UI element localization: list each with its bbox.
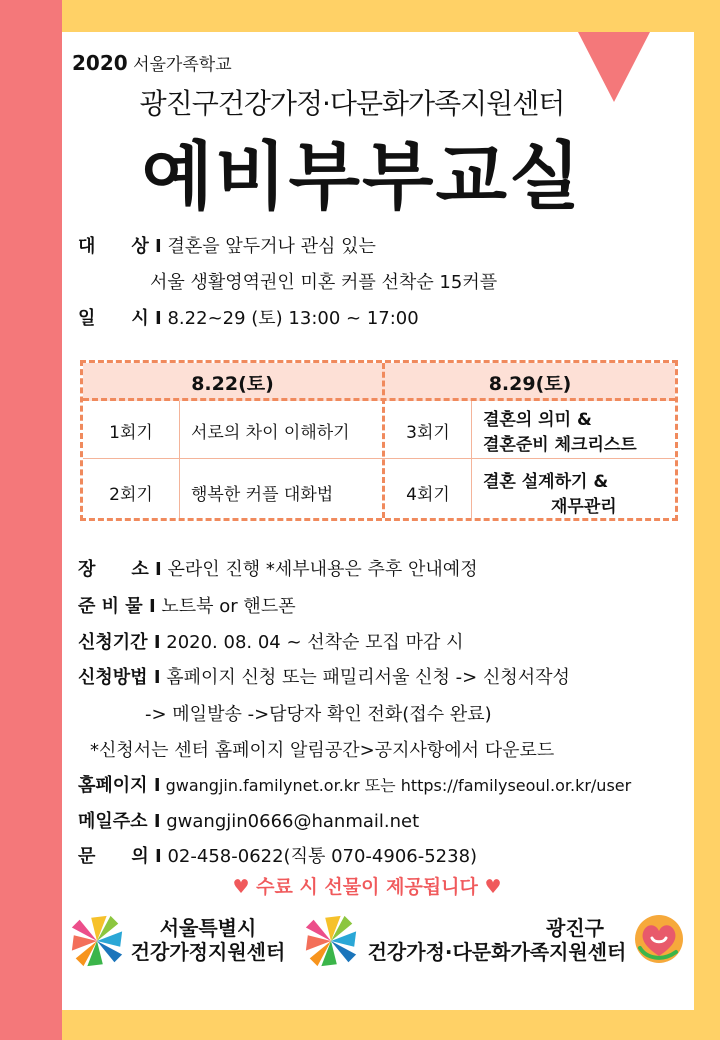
session-number: 3회기 xyxy=(406,423,450,443)
target-label: 대 상 I xyxy=(78,236,162,257)
session-topic: 행복한 커플 대화법 xyxy=(191,485,334,505)
target-row xyxy=(78,232,376,258)
session-col-divider xyxy=(179,401,180,518)
target-line2: 서울 생활영역권인 미혼 커플 선착순 15커플 xyxy=(150,272,498,293)
period-value: 2020. 08. 04 ~ 선착순 모집 마감 시 xyxy=(166,632,464,653)
date-row xyxy=(78,304,419,330)
homepage-row xyxy=(78,771,631,797)
session-number: 4회기 xyxy=(406,485,450,505)
org2-name xyxy=(362,916,632,964)
gift-notice: ♥ 수료 시 선물이 제공됩니다 ♥ xyxy=(232,876,502,898)
method-line1: 홈페이지 신청 또는 패밀리서울 신청 -> 신청서작성 xyxy=(166,667,570,688)
method-row xyxy=(78,663,570,689)
contact-row xyxy=(78,842,477,868)
date-value: 8.22~29 (토) 13:00 ~ 17:00 xyxy=(167,308,419,329)
period-label: 신청기간 I xyxy=(78,632,161,653)
prep-label: 준 비 물 I xyxy=(78,596,156,617)
day1-header: 8.22(토) xyxy=(191,373,274,395)
prep-value: 노트북 or 핸드폰 xyxy=(161,596,296,617)
left-coral-stripe xyxy=(0,0,62,1040)
homepage-label: 홈페이지 I xyxy=(78,775,161,796)
place-row xyxy=(78,555,478,581)
method-line2: -> 메일발송 ->담당자 확인 전화(접수 완료) xyxy=(145,704,492,725)
email-value[interactable]: gwangjin0666@hanmail.net xyxy=(166,811,420,832)
contact-value: 02-458-0622(직통 070-4906-5238) xyxy=(167,846,478,867)
session-topic-line1: 결혼의 의미 & xyxy=(483,410,592,430)
page-title: 예비부부교실 xyxy=(141,134,583,220)
year: 2020 xyxy=(72,51,128,75)
row-divider xyxy=(83,458,675,459)
download-note: *신청서는 센터 홈페이지 알림공간>공지사항에서 다운로드 xyxy=(90,740,555,761)
school-name: 서울가족학교 xyxy=(133,55,232,75)
session-topic-line2: 결혼준비 체크리스트 xyxy=(483,435,637,455)
session-topic: 서로의 차이 이해하기 xyxy=(191,423,350,443)
date-label: 일 시 I xyxy=(78,308,162,329)
center-name: 광진구건강가정·다문화가족지원센터 xyxy=(139,87,565,120)
session-topic-line1: 결혼 설계하기 & xyxy=(483,472,609,492)
session-col-divider xyxy=(471,401,472,518)
session-topic-line2: 재무관리 xyxy=(551,497,617,517)
email-row xyxy=(78,807,419,833)
method-label: 신청방법 I xyxy=(78,667,161,688)
target-line1: 결혼을 앞두거나 관심 있는 xyxy=(167,236,376,257)
session-number: 2회기 xyxy=(109,485,153,505)
prep-row xyxy=(78,592,296,618)
year-school-line xyxy=(72,50,232,75)
place-label: 장 소 I xyxy=(78,559,162,580)
org1-line2: 건강가정지원센터 xyxy=(130,940,286,964)
heart-logo-icon xyxy=(632,912,686,966)
period-row xyxy=(78,628,464,654)
org2-line2: 건강가정·다문화가족지원센터 xyxy=(367,940,627,964)
pinwheel-logo-icon xyxy=(302,912,360,970)
email-label: 메일주소 I xyxy=(78,811,161,832)
place-value: 온라인 진행 *세부내용은 추후 안내예정 xyxy=(167,559,478,580)
org1-line1: 서울특별시 xyxy=(159,916,257,940)
day2-header: 8.29(토) xyxy=(488,373,572,395)
contact-label: 문 의 I xyxy=(78,846,162,867)
schedule-table xyxy=(80,360,678,521)
org1-name xyxy=(128,916,288,964)
homepage-value[interactable]: gwangjin.familynet.or.kr 또는 https://familyseoul.or.kr/user xyxy=(165,776,632,795)
org2-line1: 광진구 xyxy=(546,916,604,940)
session-number: 1회기 xyxy=(109,423,153,443)
pinwheel-logo-icon xyxy=(68,912,126,970)
